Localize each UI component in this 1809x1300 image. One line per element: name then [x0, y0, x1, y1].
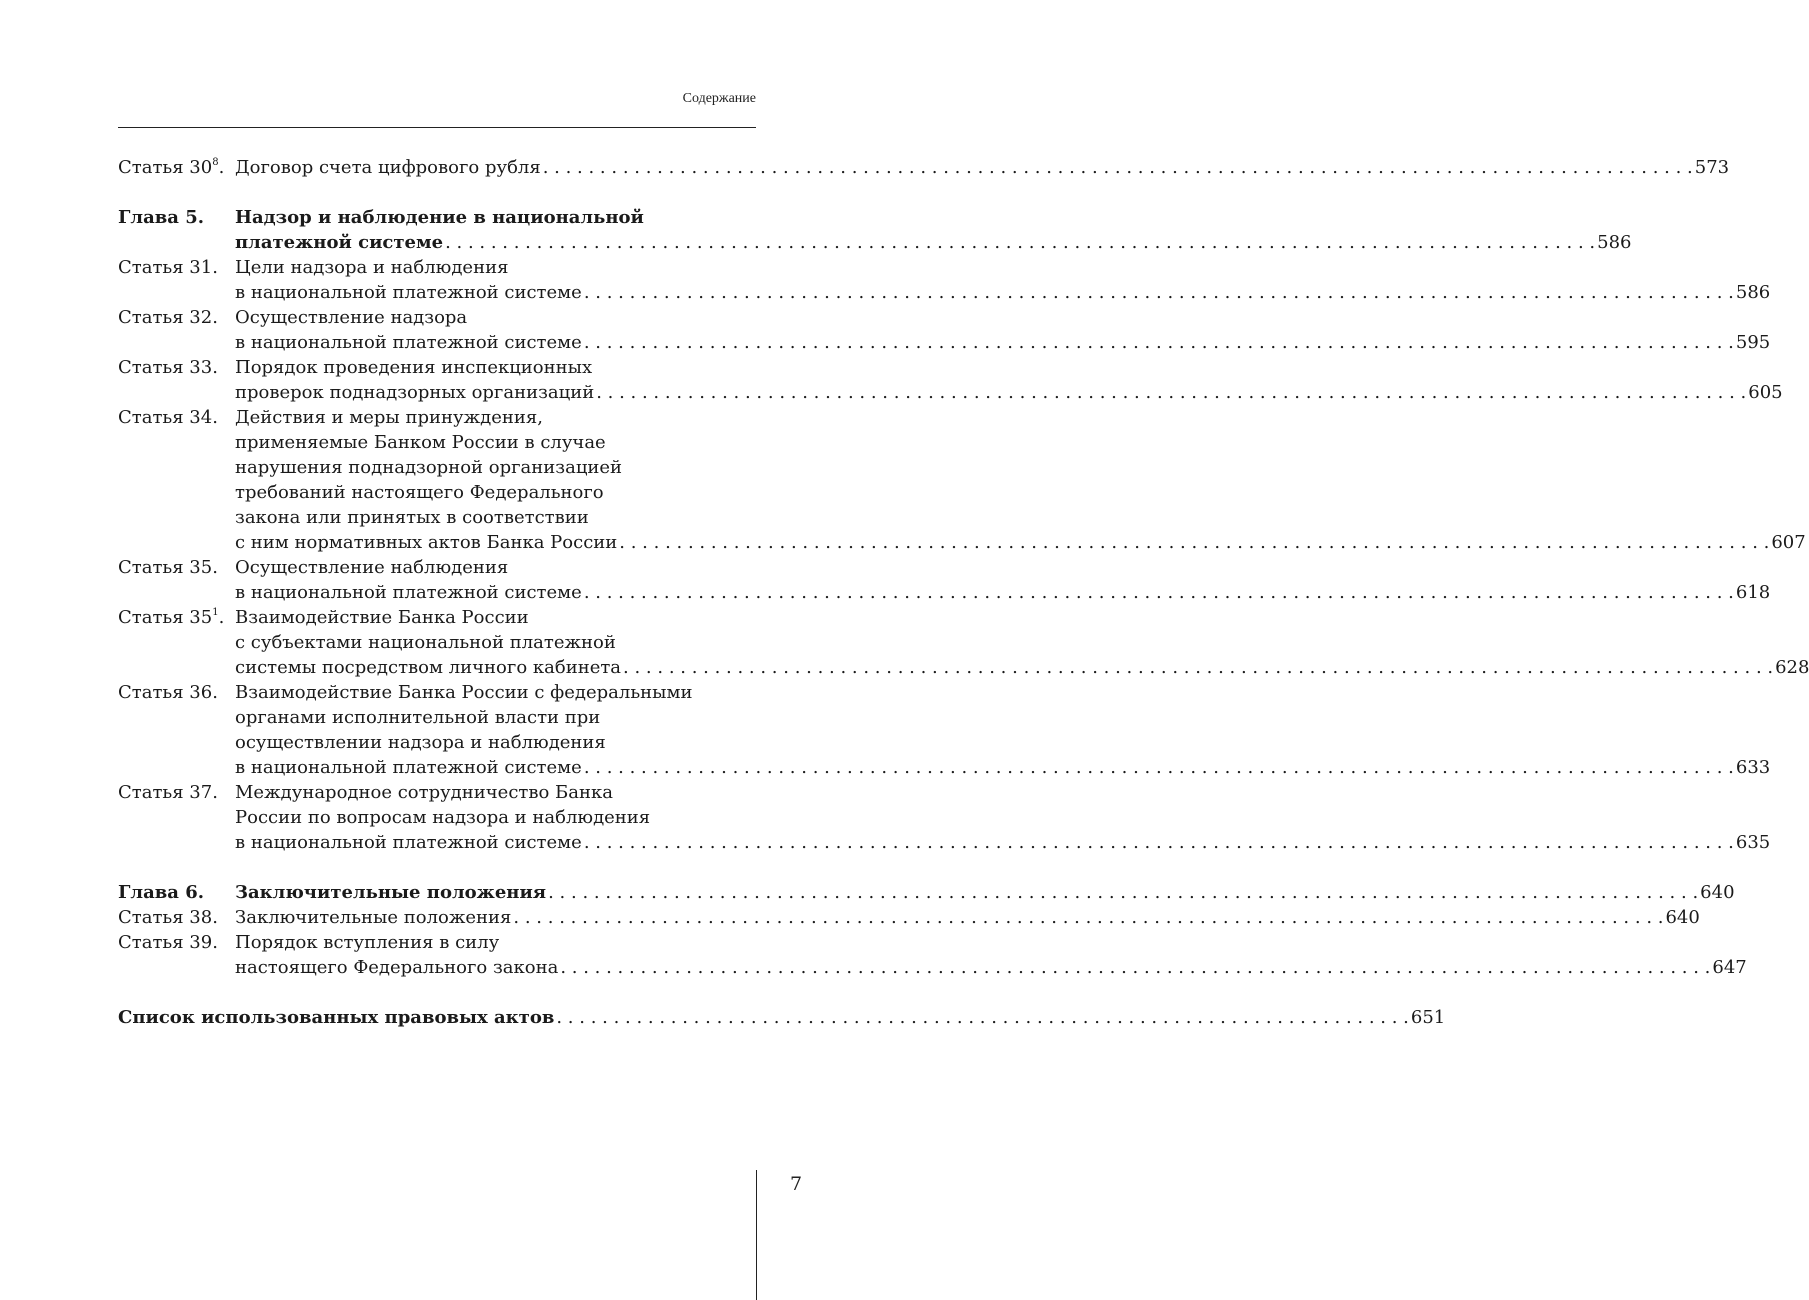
toc-entry-number: Статья 31. — [118, 257, 218, 278]
toc-entry-title-line: Взаимодействие Банка России — [235, 607, 529, 628]
toc-entry-title-line: применяемые Банком России в случае — [235, 432, 606, 453]
toc-entry-page: 595 — [1735, 332, 1771, 353]
table-of-contents — [118, 155, 1809, 1030]
toc-entry[interactable] — [118, 355, 1783, 405]
page-number: 7 — [790, 1173, 803, 1195]
toc-entry-title-line: Осуществление надзора — [235, 307, 468, 328]
toc-final-entry[interactable] — [118, 1005, 1446, 1030]
leader-dots — [558, 955, 1712, 980]
running-head: Содержание — [682, 91, 756, 106]
toc-entry-title-line: Порядок проведения инспекционных — [235, 357, 593, 378]
toc-chapter[interactable] — [118, 880, 1735, 905]
toc-entry[interactable] — [118, 155, 1730, 180]
toc-entry[interactable] — [118, 780, 1771, 855]
toc-entry[interactable] — [118, 930, 1747, 980]
toc-entry-title-line: Заключительные положения — [235, 907, 512, 928]
toc-entry-page: 618 — [1735, 582, 1771, 603]
leader-dots — [541, 155, 1695, 180]
toc-entry-title-line: органами исполнительной власти при — [235, 707, 601, 728]
toc-entry-title-line: системы посредством личного кабинета — [235, 657, 622, 678]
leader-dots — [582, 830, 1736, 855]
toc-entry-number: Глава 5. — [118, 207, 205, 228]
toc-entry-title-line: проверок поднадзорных организаций — [235, 382, 595, 403]
toc-entry-title-line: в национальной платежной системе — [235, 282, 582, 303]
toc-entry-title-line: Осуществление наблюдения — [235, 557, 509, 578]
toc-entry-number: Статья 34. — [118, 407, 218, 428]
toc-entry-number: Статья 33. — [118, 357, 218, 378]
toc-entry-title-line: в национальной платежной системе — [235, 832, 582, 853]
toc-entry-title-line: Порядок вступления в силу — [235, 932, 500, 953]
toc-entry-number: Статья 36. — [118, 682, 218, 703]
toc-entry-page: 607 — [1771, 532, 1806, 553]
toc-entry-number: Статья $35^1$. — [118, 607, 225, 628]
leader-dots — [582, 280, 1736, 305]
page-number-rule — [756, 1170, 757, 1300]
toc-entry[interactable] — [118, 905, 1700, 930]
header-rule — [118, 127, 756, 128]
toc-entry-title-line: в национальной платежной системе — [235, 582, 582, 603]
leader-dots — [621, 655, 1775, 680]
toc-entry-title: Договор счета цифрового рубля — [235, 157, 541, 178]
toc-entry-title-line: платежной системе — [235, 232, 444, 253]
toc-entry-page: 633 — [1735, 757, 1771, 778]
toc-entry-title-line: России по вопросам надзора и наблюдения — [235, 807, 651, 828]
toc-entry-title-line: Взаимодействие Банка России с федеральными — [235, 682, 693, 703]
toc-entry-page: 647 — [1712, 957, 1747, 978]
toc-entry-title-line: закона или принятых в соответствии — [235, 507, 589, 528]
leader-dots — [582, 580, 1736, 605]
toc-entry-page: 628 — [1775, 657, 1809, 678]
leader-dots — [554, 1005, 1411, 1030]
toc-entry-title-line: Надзор и наблюдение в национальной — [235, 207, 644, 228]
leader-dots — [582, 755, 1736, 780]
toc-entry-title-line: с субъектами национальной платежной — [235, 632, 616, 653]
toc-entry-title-line: с ним нормативных актов Банка России — [235, 532, 618, 553]
toc-entry-title: Список использованных правовых актов — [118, 1007, 555, 1028]
toc-entry-page: 573 — [1694, 157, 1730, 178]
toc-entry[interactable] — [118, 605, 1809, 680]
toc-entry-number: Статья 32. — [118, 307, 218, 328]
toc-entry[interactable] — [118, 255, 1771, 305]
toc-entry-title-line: настоящего Федерального закона — [235, 957, 559, 978]
toc-entry-number: Статья 38. — [118, 907, 218, 928]
toc-entry-title-line: Международное сотрудничество Банка — [235, 782, 613, 803]
toc-entry-page: 586 — [1735, 282, 1771, 303]
toc-entry-title-line: Заключительные положения — [235, 882, 547, 903]
leader-dots — [511, 905, 1665, 930]
toc-entry-title-line: в национальной платежной системе — [235, 757, 582, 778]
toc-entry-title-line: нарушения поднадзорной организацией — [235, 457, 623, 478]
toc-entry-title-line: в национальной платежной системе — [235, 332, 582, 353]
toc-entry-title-line: Цели надзора и наблюдения — [235, 257, 509, 278]
toc-entry-title-line: осуществлении надзора и наблюдения — [235, 732, 606, 753]
toc-entry[interactable] — [118, 405, 1806, 555]
toc-entry-page: 640 — [1700, 882, 1735, 903]
leader-dots — [594, 380, 1748, 405]
toc-entry-page: 586 — [1597, 232, 1632, 253]
toc-entry-number: Статья $30^8$. — [118, 157, 225, 178]
toc-entry-number: Статья 39. — [118, 932, 218, 953]
toc-entry[interactable] — [118, 305, 1771, 355]
leader-dots — [546, 880, 1700, 905]
toc-entry[interactable] — [118, 680, 1771, 780]
toc-entry-page: 651 — [1410, 1007, 1446, 1028]
toc-entry-page: 640 — [1665, 907, 1700, 928]
toc-entry-page: 605 — [1748, 382, 1783, 403]
toc-entry-title-line: Действия и меры принуждения, — [235, 407, 543, 428]
leader-dots — [617, 530, 1771, 555]
toc-entry-title-line: требований настоящего Федерального — [235, 482, 604, 503]
leader-dots — [443, 230, 1597, 255]
leader-dots — [582, 330, 1736, 355]
toc-chapter[interactable] — [118, 205, 1632, 255]
toc-entry[interactable] — [118, 555, 1771, 605]
toc-entry-number: Статья 37. — [118, 782, 218, 803]
toc-entry-number: Статья 35. — [118, 557, 218, 578]
toc-entry-number: Глава 6. — [118, 882, 205, 903]
toc-entry-page: 635 — [1735, 832, 1771, 853]
